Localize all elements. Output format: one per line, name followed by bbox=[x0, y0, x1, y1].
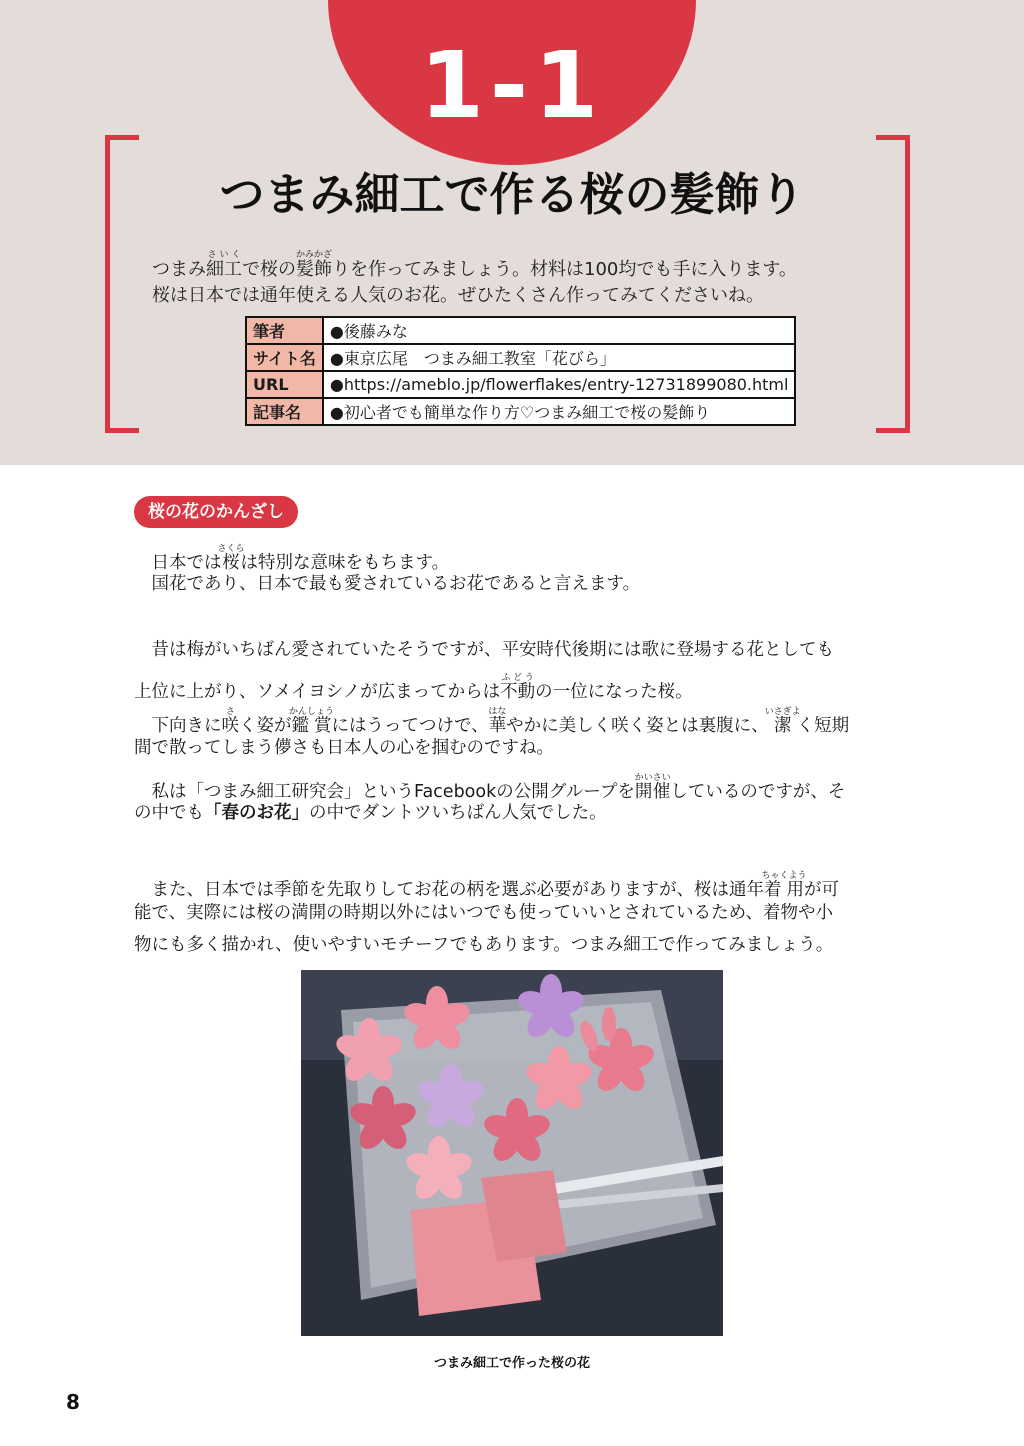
photo-caption: つまみ細工で作った桜の花 bbox=[433, 1356, 590, 1371]
lead-line-1: つまみ細工さいくで桜の髪飾かみかざりを作ってみましょう。材料は100均でも手に入ります。 bbox=[152, 250, 797, 280]
lead-line-2: 桜は日本では通年使える人気のお花。ぜひたくさん作ってみてくださいね。 bbox=[152, 285, 764, 306]
info-row-url bbox=[246, 371, 795, 398]
chapter-number: 1-1 bbox=[419, 32, 605, 139]
paragraph-line: 日本では桜さくらは特別な意味をもちます。 bbox=[151, 544, 450, 573]
paragraph-line: 間で散ってしまう儚さも日本人の心を掴むのですね。 bbox=[134, 738, 554, 758]
section-tag: 桜の花のかんざし bbox=[134, 496, 298, 528]
paragraph-line: 私は「つまみ細工研究会」というFacebookの公開グループを開催かいさいしているのですが、そ bbox=[151, 773, 846, 802]
paragraph-line: 昔は梅がいちばん愛されていたそうですが、平安時代後期には歌に登場する花としても bbox=[151, 640, 834, 660]
bold-phrase: 「春のお花」 bbox=[204, 803, 309, 823]
info-table bbox=[245, 316, 796, 426]
page-title: つまみ細工で作る桜の髪飾り bbox=[219, 168, 805, 221]
paragraph-line: また、日本では季節を先取りしてお花の柄を選ぶ必要がありますが、桜は通年着用ちゃくようが可 bbox=[151, 871, 840, 900]
paragraph-line: 国花であり、日本で最も愛されているお花であると言えます。 bbox=[151, 574, 641, 594]
paragraph-line: 上位に上がり、ソメイヨシノが広まってからは不動ふどうの一位になった桜。 bbox=[134, 673, 693, 702]
info-value: ●後藤みな bbox=[323, 317, 796, 344]
info-label: URL bbox=[246, 371, 323, 398]
info-row-author bbox=[246, 317, 795, 344]
page-number: 8 bbox=[66, 1390, 80, 1414]
info-label: 記事名 bbox=[246, 398, 323, 425]
info-url-value: ●https://ameblo.jp/flowerflakes/entry-12731899080.html bbox=[323, 371, 796, 398]
paragraph-line: の中でも「春のお花」の中でダントツいちばん人気でした。 bbox=[134, 803, 607, 823]
flower-photo bbox=[301, 970, 723, 1336]
paragraph-line: 能で、実際には桜の満開の時期以外にはいつでも使っていいとされているため、着物や小 bbox=[134, 903, 833, 923]
info-value: ●初心者でも簡単な作り方♡つまみ細工で桜の髪飾り bbox=[323, 398, 796, 425]
paragraph-line: 下向きに咲さく姿が鑑賞かんしょうにはうってつけで、華はなやかに美しく咲く姿とは裏腹に、潔いさぎよく短期 bbox=[151, 707, 850, 736]
info-row-site bbox=[246, 344, 795, 371]
left-bracket bbox=[105, 135, 139, 433]
info-row-article bbox=[246, 398, 795, 425]
info-label: サイト名 bbox=[246, 344, 323, 371]
info-label: 筆者 bbox=[246, 317, 323, 344]
info-value: ●東京広尾 つまみ細工教室「花びら」 bbox=[323, 344, 796, 371]
paragraph-line: 物にも多く描かれ、使いやすいモチーフでもあります。つまみ細工で作ってみましょう。 bbox=[134, 935, 834, 955]
